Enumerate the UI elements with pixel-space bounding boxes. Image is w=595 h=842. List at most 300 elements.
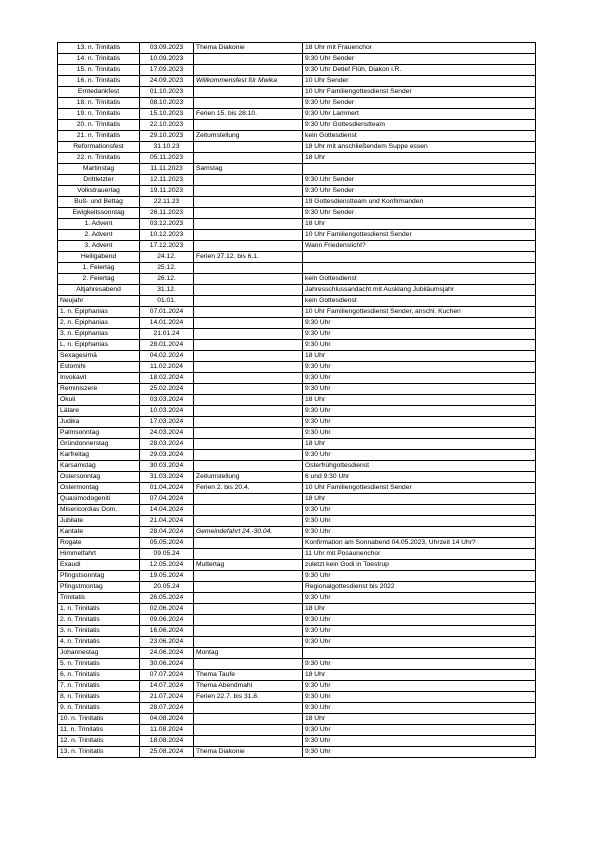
- note-cell: [194, 362, 303, 373]
- date-cell: 10.03.2024: [140, 406, 194, 417]
- liturgical-day-cell: 22. n. Trinitatis: [58, 153, 140, 164]
- date-cell: 01.04.2024: [140, 483, 194, 494]
- date-cell: 18.02.2024: [140, 373, 194, 384]
- table-row: [58, 351, 536, 362]
- service-cell: Regionalgottesdienst bis 2022: [303, 582, 536, 593]
- date-cell: 30.06.2024: [140, 659, 194, 670]
- liturgical-day-cell: Karfreitag: [58, 450, 140, 461]
- note-cell: [194, 351, 303, 362]
- table-row: [58, 65, 536, 76]
- note-cell: [194, 274, 303, 285]
- liturgical-day-cell: 5. n. Trinitatis: [58, 659, 140, 670]
- date-cell: 21.04.2024: [140, 516, 194, 527]
- liturgical-day-cell: Pfingstmontag: [58, 582, 140, 593]
- note-cell: Thema Diakonie: [194, 747, 303, 758]
- service-cell: 9:30 Uhr: [303, 362, 536, 373]
- date-cell: 10.09.2023: [140, 54, 194, 65]
- table-row: [58, 384, 536, 395]
- liturgical-day-cell: 20. n. Trinitatis: [58, 120, 140, 131]
- note-cell: [194, 219, 303, 230]
- liturgical-day-cell: 1. n. Trinitatis: [58, 604, 140, 615]
- table-row: [58, 516, 536, 527]
- service-cell: 9:30 Uhr: [303, 615, 536, 626]
- date-cell: 30.03.2024: [140, 461, 194, 472]
- table-row: [58, 142, 536, 153]
- note-cell: [194, 637, 303, 648]
- note-cell: [194, 153, 303, 164]
- service-cell: 9:30 Uhr Sender: [303, 54, 536, 65]
- service-cell: 9:30 Uhr: [303, 527, 536, 538]
- date-cell: 21.07.2024: [140, 692, 194, 703]
- table-row: [58, 219, 536, 230]
- liturgical-day-cell: 3. n. Epiphanias: [58, 329, 140, 340]
- service-cell: 9:30 Uhr: [303, 329, 536, 340]
- table-row: [58, 560, 536, 571]
- service-cell: 9:30 Uhr: [303, 417, 536, 428]
- service-cell: 9:30 Uhr: [303, 318, 536, 329]
- service-cell: Konfirmation am Sonnabend 04.05.2023, Uhrzeit 14 Uhr?: [303, 538, 536, 549]
- table-row: [58, 395, 536, 406]
- service-cell: 18 Uhr: [303, 439, 536, 450]
- liturgical-day-cell: Johannestag: [58, 648, 140, 659]
- table-row: [58, 329, 536, 340]
- note-cell: [194, 175, 303, 186]
- note-cell: [194, 582, 303, 593]
- liturgical-day-cell: 10. n. Trinitatis: [58, 714, 140, 725]
- note-cell: [194, 736, 303, 747]
- table-row: [58, 263, 536, 274]
- note-cell: [194, 725, 303, 736]
- table-row: [58, 461, 536, 472]
- table-row: [58, 626, 536, 637]
- table-row: [58, 428, 536, 439]
- date-cell: 03.12.2023: [140, 219, 194, 230]
- date-cell: 22.10.2023: [140, 120, 194, 131]
- note-cell: [194, 593, 303, 604]
- note-cell: Gemeindefahrt 24.-30.04.: [194, 527, 303, 538]
- table-row: [58, 483, 536, 494]
- table-row: [58, 274, 536, 285]
- date-cell: 12.05.2024: [140, 560, 194, 571]
- note-cell: [194, 318, 303, 329]
- table-row: [58, 725, 536, 736]
- service-cell: 18 Uhr mit Frauenchor: [303, 43, 536, 54]
- table-row: [58, 571, 536, 582]
- service-cell: 9:30 Uhr: [303, 681, 536, 692]
- note-cell: [194, 439, 303, 450]
- table-row: [58, 714, 536, 725]
- note-cell: [194, 296, 303, 307]
- date-cell: 09.05.24: [140, 549, 194, 560]
- date-cell: 26.11.2023: [140, 208, 194, 219]
- note-cell: Samstag: [194, 164, 303, 175]
- service-cell: 10 Uhr Sender: [303, 76, 536, 87]
- note-cell: Thema Taufe: [194, 670, 303, 681]
- service-cell: 9:30 Uhr: [303, 373, 536, 384]
- liturgical-day-cell: Reminiszere: [58, 384, 140, 395]
- service-cell: 18 Uhr: [303, 395, 536, 406]
- service-cell: kein Gottesdienst: [303, 274, 536, 285]
- table-row: [58, 549, 536, 560]
- service-cell: Osterfrühgottesdienst: [303, 461, 536, 472]
- liturgical-day-cell: 13. n. Trinitatis: [58, 747, 140, 758]
- service-cell: 10 Uhr Familiengottesdienst Sender, anschl. Kuchen: [303, 307, 536, 318]
- table-row: [58, 318, 536, 329]
- date-cell: 04.08.2024: [140, 714, 194, 725]
- note-cell: [194, 241, 303, 252]
- note-cell: [194, 703, 303, 714]
- note-cell: [194, 285, 303, 296]
- liturgical-day-cell: Ostermontag: [58, 483, 140, 494]
- service-cell: 9:30 Uhr: [303, 659, 536, 670]
- note-cell: [194, 626, 303, 637]
- liturgical-day-cell: Buß- und Bettag: [58, 197, 140, 208]
- note-cell: [194, 142, 303, 153]
- date-cell: 25.08.2024: [140, 747, 194, 758]
- date-cell: 20.05.24: [140, 582, 194, 593]
- date-cell: 28.03.2024: [140, 439, 194, 450]
- liturgical-day-cell: Okuli: [58, 395, 140, 406]
- table-row: [58, 131, 536, 142]
- service-cell: 18 Uhr: [303, 604, 536, 615]
- table-row: [58, 340, 536, 351]
- liturgical-day-cell: Ostersonntag: [58, 472, 140, 483]
- table-row: [58, 538, 536, 549]
- table-row: [58, 54, 536, 65]
- note-cell: [194, 406, 303, 417]
- note-cell: Ferien 2. bis 20.4.: [194, 483, 303, 494]
- liturgical-day-cell: Rogate: [58, 538, 140, 549]
- note-cell: [194, 340, 303, 351]
- table-row: [58, 406, 536, 417]
- note-cell: [194, 373, 303, 384]
- note-cell: [194, 54, 303, 65]
- table-row: [58, 439, 536, 450]
- liturgical-day-cell: Jubilate: [58, 516, 140, 527]
- note-cell: Willkommensfest für Mwika: [194, 76, 303, 87]
- liturgical-day-cell: Volkstrauertag: [58, 186, 140, 197]
- liturgical-day-cell: 18. n. Trinitatis: [58, 98, 140, 109]
- liturgical-day-cell: Erntedankfest: [58, 87, 140, 98]
- liturgical-day-cell: Estomihi: [58, 362, 140, 373]
- note-cell: Montag: [194, 648, 303, 659]
- note-cell: [194, 461, 303, 472]
- table-row: [58, 362, 536, 373]
- liturgical-day-cell: 4. n. Trinitatis: [58, 637, 140, 648]
- table-row: [58, 230, 536, 241]
- table-row: [58, 373, 536, 384]
- note-cell: [194, 428, 303, 439]
- date-cell: 08.10.2023: [140, 98, 194, 109]
- date-cell: 24.06.2024: [140, 648, 194, 659]
- service-cell: 9:30 Uhr Gottesdienstteam: [303, 120, 536, 131]
- service-cell: 10 Uhr Familiengottesdienst Sender: [303, 87, 536, 98]
- liturgical-day-cell: Karsamstag: [58, 461, 140, 472]
- table-row: [58, 307, 536, 318]
- table-row: [58, 164, 536, 175]
- liturgical-day-cell: Reformationsfest: [58, 142, 140, 153]
- service-cell: 6 und 9:30 Uhr: [303, 472, 536, 483]
- liturgical-day-cell: 1. Advent: [58, 219, 140, 230]
- note-cell: [194, 549, 303, 560]
- date-cell: 19.11.2023: [140, 186, 194, 197]
- note-cell: Muttertag: [194, 560, 303, 571]
- date-cell: 03.03.2024: [140, 395, 194, 406]
- note-cell: [194, 307, 303, 318]
- table-row: [58, 505, 536, 516]
- table-row: [58, 153, 536, 164]
- note-cell: Thema Abendmahl: [194, 681, 303, 692]
- date-cell: 14.07.2024: [140, 681, 194, 692]
- liturgical-day-cell: Judika: [58, 417, 140, 428]
- table-row: [58, 670, 536, 681]
- table-row: [58, 747, 536, 758]
- table-row: [58, 736, 536, 747]
- liturgical-day-cell: 1. n. Epiphanias: [58, 307, 140, 318]
- date-cell: 14.01.2024: [140, 318, 194, 329]
- liturgical-day-cell: 3. n. Trinitatis: [58, 626, 140, 637]
- service-cell: 10 Uhr Familiengottesdienst Sender: [303, 483, 536, 494]
- note-cell: Thema Diakonie: [194, 43, 303, 54]
- liturgical-day-cell: Himmelfahrt: [58, 549, 140, 560]
- table-row: [58, 76, 536, 87]
- liturgical-day-cell: Gründonnerstag: [58, 439, 140, 450]
- liturgical-day-cell: Neujahr: [58, 296, 140, 307]
- note-cell: [194, 714, 303, 725]
- liturgical-day-cell: Drittletzter: [58, 175, 140, 186]
- date-cell: 07.07.2024: [140, 670, 194, 681]
- liturgical-day-cell: Misericordias Dom.: [58, 505, 140, 516]
- table-row: [58, 681, 536, 692]
- note-cell: [194, 417, 303, 428]
- service-cell: 9:30 Uhr: [303, 450, 536, 461]
- service-cell: 9:30 Uhr: [303, 516, 536, 527]
- table-row: [58, 296, 536, 307]
- date-cell: 18.08.2024: [140, 736, 194, 747]
- service-cell: 18 Uhr: [303, 670, 536, 681]
- service-cell: 19 Gottesdienstteam und Konfirmanden: [303, 197, 536, 208]
- note-cell: [194, 516, 303, 527]
- liturgical-day-cell: Quasimodogeniti: [58, 494, 140, 505]
- service-cell: zuletzt kein Godi in Toestrup: [303, 560, 536, 571]
- service-cell: 9:30 Uhr: [303, 703, 536, 714]
- note-cell: [194, 186, 303, 197]
- note-cell: [194, 87, 303, 98]
- note-cell: [194, 197, 303, 208]
- liturgical-day-cell: Heiligabend: [58, 252, 140, 263]
- table-row: [58, 241, 536, 252]
- date-cell: 05.11.2023: [140, 153, 194, 164]
- liturgical-day-cell: 1. Feiertag: [58, 263, 140, 274]
- note-cell: [194, 659, 303, 670]
- date-cell: 29.03.2024: [140, 450, 194, 461]
- liturgical-day-cell: Martinstag: [58, 164, 140, 175]
- date-cell: 01.01.: [140, 296, 194, 307]
- table-row: [58, 120, 536, 131]
- note-cell: [194, 384, 303, 395]
- date-cell: 11.11.2023: [140, 164, 194, 175]
- date-cell: 07.01.2024: [140, 307, 194, 318]
- date-cell: 09.06.2024: [140, 615, 194, 626]
- date-cell: 01.10.2023: [140, 87, 194, 98]
- liturgical-day-cell: 7. n. Trinitatis: [58, 681, 140, 692]
- service-cell: 18 Uhr mit anschließendem Suppe essen: [303, 142, 536, 153]
- note-cell: [194, 395, 303, 406]
- date-cell: 05.05.2024: [140, 538, 194, 549]
- date-cell: 24.12.: [140, 252, 194, 263]
- liturgical-day-cell: 2. n. Trinitatis: [58, 615, 140, 626]
- table-row: [58, 604, 536, 615]
- date-cell: 24.03.2024: [140, 428, 194, 439]
- date-cell: 28.01.2024: [140, 340, 194, 351]
- service-schedule-table: [57, 42, 536, 758]
- table-row: [58, 527, 536, 538]
- liturgical-day-cell: Invokavit: [58, 373, 140, 384]
- service-cell: Jahresschlussandacht mit Ausklang Jubiläumsjahr: [303, 285, 536, 296]
- liturgical-day-cell: L. n. Epiphanias: [58, 340, 140, 351]
- table-row: [58, 472, 536, 483]
- service-cell: [303, 648, 536, 659]
- table-row: [58, 659, 536, 670]
- service-cell: 9:30 Uhr: [303, 736, 536, 747]
- note-cell: [194, 450, 303, 461]
- service-cell: [303, 164, 536, 175]
- service-cell: kein Gottesdienst: [303, 296, 536, 307]
- note-cell: Ferien 15. bis 28.10.: [194, 109, 303, 120]
- liturgical-day-cell: 13. n. Trinitatis: [58, 43, 140, 54]
- date-cell: 23.06.2024: [140, 637, 194, 648]
- date-cell: 15.10.2023: [140, 109, 194, 120]
- note-cell: [194, 263, 303, 274]
- liturgical-day-cell: Exaudi: [58, 560, 140, 571]
- service-cell: 18 Uhr: [303, 219, 536, 230]
- service-cell: 18 Uhr: [303, 494, 536, 505]
- table-row: [58, 450, 536, 461]
- note-cell: Ferien 22.7. bis 31.8.: [194, 692, 303, 703]
- service-cell: Wann Friedenslicht?: [303, 241, 536, 252]
- service-cell: 9:30 Uhr: [303, 626, 536, 637]
- date-cell: 31.12.: [140, 285, 194, 296]
- table-row: [58, 87, 536, 98]
- liturgical-day-cell: Pfingstsonntag: [58, 571, 140, 582]
- date-cell: 29.10.2023: [140, 131, 194, 142]
- service-cell: kein Gottesdienst: [303, 131, 536, 142]
- liturgical-day-cell: 2. n. Epiphanias: [58, 318, 140, 329]
- table-row: [58, 637, 536, 648]
- table-row: [58, 703, 536, 714]
- date-cell: 03.09.2023: [140, 43, 194, 54]
- note-cell: [194, 505, 303, 516]
- date-cell: 12.11.2023: [140, 175, 194, 186]
- service-cell: 9:30 Uhr: [303, 406, 536, 417]
- table-row: [58, 615, 536, 626]
- service-cell: 9:30 Uhr Sender: [303, 98, 536, 109]
- date-cell: 25.02.2024: [140, 384, 194, 395]
- date-cell: 21.01.24: [140, 329, 194, 340]
- note-cell: [194, 538, 303, 549]
- liturgical-day-cell: 8. n. Trinitatis: [58, 692, 140, 703]
- date-cell: 04.02.2024: [140, 351, 194, 362]
- note-cell: [194, 120, 303, 131]
- service-cell: 9:30 Uhr: [303, 505, 536, 516]
- liturgical-day-cell: 9. n. Trinitatis: [58, 703, 140, 714]
- date-cell: 17.03.2024: [140, 417, 194, 428]
- liturgical-day-cell: Ewigkeitssonntag: [58, 208, 140, 219]
- date-cell: 31.03.2024: [140, 472, 194, 483]
- liturgical-day-cell: Trinitatis: [58, 593, 140, 604]
- liturgical-day-cell: 21. n. Trinitatis: [58, 131, 140, 142]
- liturgical-day-cell: Sexagesimä: [58, 351, 140, 362]
- service-cell: 9:30 Uhr: [303, 725, 536, 736]
- table-row: [58, 252, 536, 263]
- service-cell: 9:30 Uhr: [303, 384, 536, 395]
- service-cell: 10 Uhr Familiengottesdienst Sender: [303, 230, 536, 241]
- liturgical-day-cell: 2. Advent: [58, 230, 140, 241]
- date-cell: 07.04.2024: [140, 494, 194, 505]
- date-cell: 22.11.23: [140, 197, 194, 208]
- date-cell: 11.08.2024: [140, 725, 194, 736]
- service-cell: 9:30 Uhr Sender: [303, 175, 536, 186]
- liturgical-day-cell: Lätare: [58, 406, 140, 417]
- note-cell: [194, 98, 303, 109]
- service-cell: 9:30 Uhr Lammert: [303, 109, 536, 120]
- note-cell: [194, 615, 303, 626]
- service-cell: 9:30 Uhr: [303, 747, 536, 758]
- table-row: [58, 43, 536, 54]
- date-cell: 28.07.2024: [140, 703, 194, 714]
- service-cell: 9:30 Uhr Sender: [303, 186, 536, 197]
- liturgical-day-cell: 11. n. Trinitatis: [58, 725, 140, 736]
- note-cell: [194, 571, 303, 582]
- schedule-body: [58, 43, 536, 758]
- liturgical-day-cell: 15. n. Trinitatis: [58, 65, 140, 76]
- liturgical-day-cell: 19. n. Trinitatis: [58, 109, 140, 120]
- date-cell: 14.04.2024: [140, 505, 194, 516]
- date-cell: 26.12.: [140, 274, 194, 285]
- date-cell: 02.06.2024: [140, 604, 194, 615]
- service-cell: [303, 263, 536, 274]
- date-cell: 17.09.2023: [140, 65, 194, 76]
- service-cell: 9:30 Uhr: [303, 571, 536, 582]
- table-row: [58, 494, 536, 505]
- table-row: [58, 109, 536, 120]
- note-cell: [194, 230, 303, 241]
- date-cell: 11.02.2024: [140, 362, 194, 373]
- date-cell: 10.12.2023: [140, 230, 194, 241]
- service-cell: 9:30 Uhr Detlef Flüh, Diakon i.R.: [303, 65, 536, 76]
- table-row: [58, 417, 536, 428]
- note-cell: Zeitumstellung: [194, 131, 303, 142]
- service-cell: 9:30 Uhr: [303, 428, 536, 439]
- liturgical-day-cell: Kantate: [58, 527, 140, 538]
- table-row: [58, 593, 536, 604]
- date-cell: 16.06.2024: [140, 626, 194, 637]
- service-cell: 18 Uhr: [303, 153, 536, 164]
- table-row: [58, 186, 536, 197]
- liturgical-day-cell: 3. Advent: [58, 241, 140, 252]
- note-cell: [194, 65, 303, 76]
- service-cell: 9:30 Uhr: [303, 593, 536, 604]
- date-cell: 26.05.2024: [140, 593, 194, 604]
- date-cell: 25.12.: [140, 263, 194, 274]
- table-row: [58, 285, 536, 296]
- note-cell: [194, 208, 303, 219]
- date-cell: 28.04.2024: [140, 527, 194, 538]
- date-cell: 24.09.2023: [140, 76, 194, 87]
- table-row: [58, 582, 536, 593]
- service-cell: [303, 252, 536, 263]
- table-row: [58, 648, 536, 659]
